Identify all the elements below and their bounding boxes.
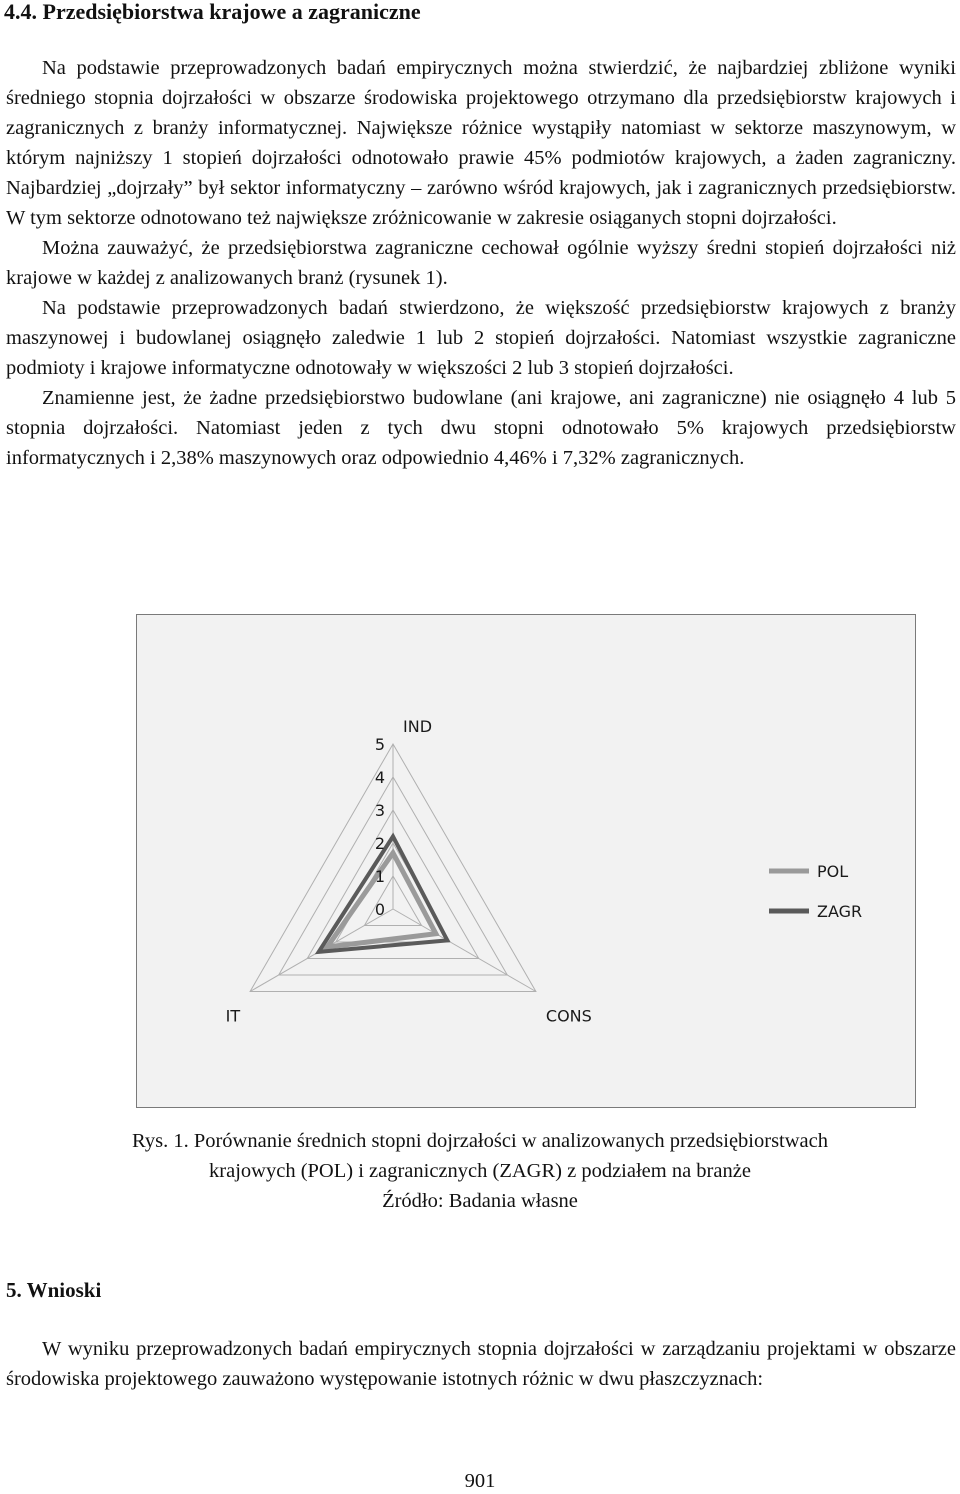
figure-caption: [0, 1126, 960, 1216]
paragraph: Można zauważyć, że przedsiębiorstwa zagraniczne cechował ogólnie wyższy średni stopień dojrzałości niż krajowe w każdej z analizowanych branż (rysunek 1).: [6, 237, 956, 289]
category-label: CONS: [545, 1006, 592, 1026]
category-label: IND: [403, 717, 433, 736]
caption-line: krajowych (POL) i zagranicznych (ZAGR) z podziałem na branże: [209, 1160, 751, 1182]
category-label: IT: [225, 1006, 241, 1026]
paragraph: Na podstawie przeprowadzonych badań stwierdzono, że większość przedsiębiorstw krajowych z branży maszynowej i budowlanej osiągnęło zaledwie 1 lub 2 stopień dojrzałości. Natomiast wszystkie zagraniczne podmioty i krajowe informatyczne odnotowały w większości 2 lub 3 stopień dojrzałości.: [6, 297, 956, 379]
paragraph: Znamienne jest, że żadne przedsiębiorstwo budowlane (ani krajowe, ani zagraniczne) nie osiągnęło 4 lub 5 stopnia dojrzałości. Natomiast jeden z tych dwu stopni odnotowało 5% krajowych przedsiębiorstw informatycznych i 2,38% maszynowych oraz odpowiednio 4,46% i 7,32% zagranicznych.: [6, 387, 956, 469]
page-number: 901: [464, 1470, 496, 1492]
tick-label: 4: [374, 768, 385, 787]
tick-label: 0: [374, 900, 385, 919]
tick-label: 3: [374, 801, 385, 820]
tick-label: 1: [374, 867, 385, 886]
legend-label: POL: [817, 862, 849, 881]
conclusions-heading: 5. Wnioski: [6, 1278, 102, 1302]
body-text: [6, 53, 956, 473]
section-title: 4.4. Przedsiębiorstwa krajowe a zagraniczne: [4, 0, 421, 24]
axis-spoke: [393, 909, 536, 992]
tick-label: 5: [374, 735, 385, 754]
radar-chart-figure: [136, 614, 916, 1108]
caption-line: Rys. 1. Porównanie średnich stopni dojrzałości w analizowanych przedsiębiorstwach: [132, 1130, 828, 1152]
paragraph: Na podstawie przeprowadzonych badań empirycznych można stwierdzić, że najbardziej zbliżone wyniki średniego stopnia dojrzałości w obszarze środowiska projektowego otrzymano dla przedsiębiorstw krajowych i zagranicznych z branży informatycznej. Największe różnice wystąpiły natomiast w sektorze maszynowym, w którym najniższy 1 stopień dojrzałości odnotowało prawie 45% podmiotów krajowych, a żaden zagraniczny. Najbardziej „dojrzały” był sektor informatyczny – zarówno wśród krajowych, jak i zagranicznych przedsiębiorstw. W tym sektorze odnotowano też największe zróżnicowanie w zakresie osiąganych stopni dojrzałości.: [6, 57, 956, 229]
paragraph: W wyniku przeprowadzonych badań empirycznych stopnia dojrzałości w zarządzaniu projektami w obszarze środowiska projektowego zauważono występowanie istotnych różnic w dwu płaszczyznach:: [6, 1338, 956, 1390]
tick-label: 2: [374, 834, 385, 853]
radar-chart: [137, 615, 915, 1107]
conclusions-text: [6, 1334, 956, 1394]
caption-source: Źródło: Badania własne: [382, 1190, 578, 1212]
legend-label: ZAGR: [817, 902, 863, 921]
